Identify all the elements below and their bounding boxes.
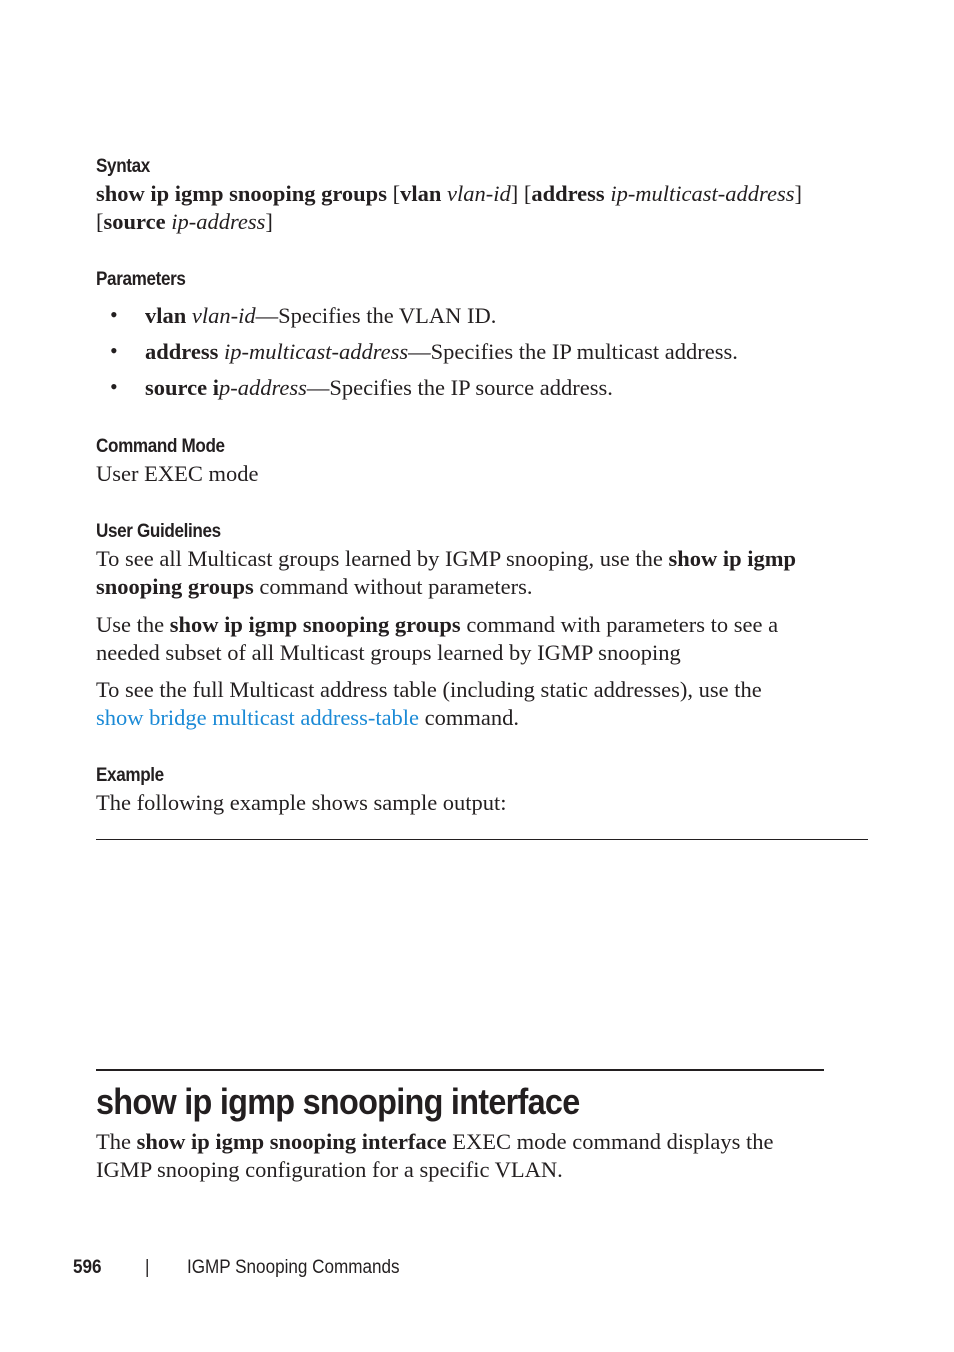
section-description: The show ip igmp snooping interface EXEC mode command displays the IGMP snooping configuration for a specific VLAN. <box>96 1129 774 1182</box>
section-title: show ip igmp snooping interface <box>96 1081 580 1122</box>
guidelines-paragraph-3: To see the full Multicast address table (including static addresses), use the show bridge multicast address-table command. <box>96 677 762 730</box>
bullet-icon: • <box>110 302 118 327</box>
syntax-block: show ip igmp snooping groups [vlan vlan-id] [address ip-multicast-address] [source ip-address] <box>96 181 802 234</box>
command-mode-text: User EXEC mode <box>96 461 259 486</box>
show-bridge-multicast-link[interactable]: show bridge multicast address-table <box>96 704 420 730</box>
example-divider <box>96 839 868 840</box>
guidelines-paragraph-1: To see all Multicast groups learned by IGMP snooping, use the show ip igmp snooping groups command without parameters. <box>96 546 797 599</box>
syntax-command: show ip igmp snooping groups <box>96 181 387 206</box>
syntax-source-keyword: source <box>103 208 166 234</box>
user-guidelines-heading: User Guidelines <box>96 521 221 542</box>
parameter-item-source: source ip-address—Specifies the IP source address. <box>145 375 613 400</box>
command-mode-heading: Command Mode <box>96 436 225 457</box>
parameter-item-vlan: vlan vlan-id—Specifies the VLAN ID. <box>145 303 497 328</box>
syntax-address-keyword: address <box>531 181 605 206</box>
syntax-heading: Syntax <box>96 156 150 177</box>
bullet-icon: • <box>110 338 118 363</box>
bullet-icon: • <box>110 374 118 399</box>
section-rule <box>96 1069 824 1071</box>
parameter-item-address: address ip-multicast-address—Specifies the IP multicast address. <box>145 339 738 364</box>
example-heading: Example <box>96 765 164 786</box>
example-text: The following example shows sample output: <box>96 790 507 815</box>
syntax-vlan-keyword: vlan <box>400 181 442 206</box>
footer-separator: | <box>145 1257 150 1278</box>
chapter-title: IGMP Snooping Commands <box>187 1257 400 1278</box>
page-number: 596 <box>73 1257 102 1278</box>
syntax-source-arg: ip-address <box>171 208 266 234</box>
parameters-heading: Parameters <box>96 269 186 290</box>
syntax-vlan-arg: vlan-id <box>446 181 511 206</box>
syntax-address-arg: ip-multicast-address <box>610 181 795 206</box>
guidelines-paragraph-2: Use the show ip igmp snooping groups command with parameters to see a needed subset of all Multicast groups learned by IGMP snooping <box>96 612 779 665</box>
